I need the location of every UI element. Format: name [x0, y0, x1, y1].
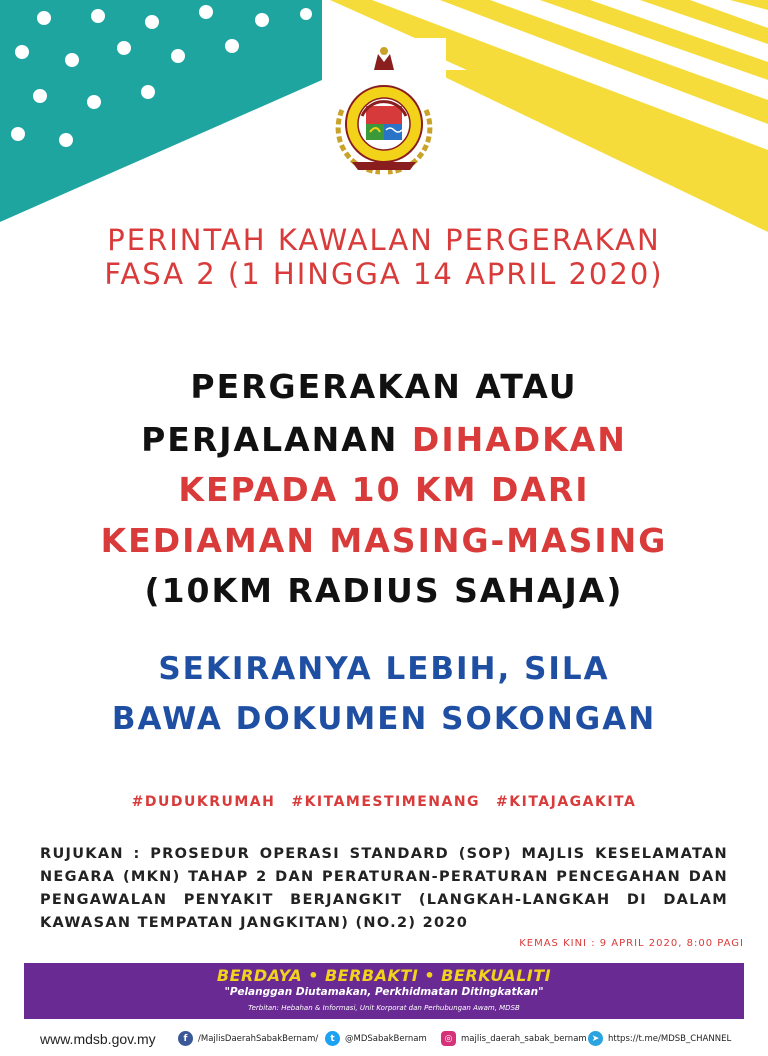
main-line-5: (10KM RADIUS SAHAJA) — [144, 571, 624, 610]
hashtag-dudukrumah: #DUDUKRUMAH — [131, 794, 276, 810]
hashtag-kitamestimenang: #KITAMESTIMENANG — [291, 794, 481, 810]
telegram-link[interactable] — [588, 1031, 731, 1046]
twitter-icon: t — [325, 1031, 340, 1046]
facebook-icon: f — [178, 1031, 193, 1046]
hashtags — [0, 794, 768, 810]
main-line-1: PERGERAKAN ATAU — [190, 367, 578, 406]
website-link[interactable]: www.mdsb.gov.my — [40, 1031, 156, 1047]
facebook-handle: /MajlisDaerahSabakBernam/ — [198, 1033, 319, 1044]
main-line-2-highlight: DIHADKAN — [411, 420, 627, 459]
main-line-3: KEPADA 10 KM DARI — [178, 470, 590, 509]
advice-line-2: BAWA DOKUMEN SOKONGAN — [111, 701, 657, 737]
publisher-note: Terbitan: Hebahan & Informasi, Unit Korporat dan Perhubungan Awam, MDSB — [248, 1004, 520, 1012]
instagram-icon: ◎ — [441, 1031, 456, 1046]
telegram-icon: ➤ — [588, 1031, 603, 1046]
title-line-1: PERINTAH KAWALAN PERGERAKAN — [107, 223, 661, 257]
facebook-link[interactable] — [178, 1031, 318, 1046]
advice-line-1: SEKIRANYA LEBIH, SILA — [158, 651, 610, 687]
mdsb-crest-logo — [322, 40, 446, 186]
twitter-handle: @MDSabakBernam — [345, 1033, 427, 1044]
main-line-2-prefix: PERJALANAN — [141, 420, 412, 459]
motto-banner — [24, 963, 744, 1019]
footer — [0, 1028, 768, 1052]
reference-text: RUJUKAN : PROSEDUR OPERASI STANDARD (SOP) MAJLIS KESELAMATAN NEGARA (MKN) TAHAP 2 DAN PERATURAN-PERATURAN PENCEGAHAN DAN PENGAWALAN PENYAKIT BERJANGKIT (LANGKAH-LANGKAH DI DALAM KAWASAN TEMPATAN JANGKITAN) (NO.2) 2020 — [40, 846, 728, 931]
tagline: "Pelanggan Diutamakan, Perkhidmatan Ditingkatkan" — [224, 986, 544, 998]
motto: BERDAYA • BERBAKTI • BERKUALITI — [216, 966, 552, 985]
main-line-2 — [0, 420, 768, 459]
instagram-link[interactable] — [441, 1031, 587, 1046]
instagram-handle: majlis_daerah_sabak_bernam — [461, 1033, 587, 1044]
twitter-link[interactable] — [325, 1031, 427, 1046]
hashtag-kitajagakita: #KITAJAGAKITA — [496, 794, 637, 810]
main-line-4: KEDIAMAN MASING-MASING — [100, 521, 668, 560]
telegram-url: https://t.me/MDSB_CHANNEL — [608, 1033, 732, 1044]
title-line-2: FASA 2 (1 HINGGA 14 APRIL 2020) — [104, 257, 664, 291]
last-updated: KEMAS KINI : 9 APRIL 2020, 8:00 PAGI — [519, 938, 744, 949]
